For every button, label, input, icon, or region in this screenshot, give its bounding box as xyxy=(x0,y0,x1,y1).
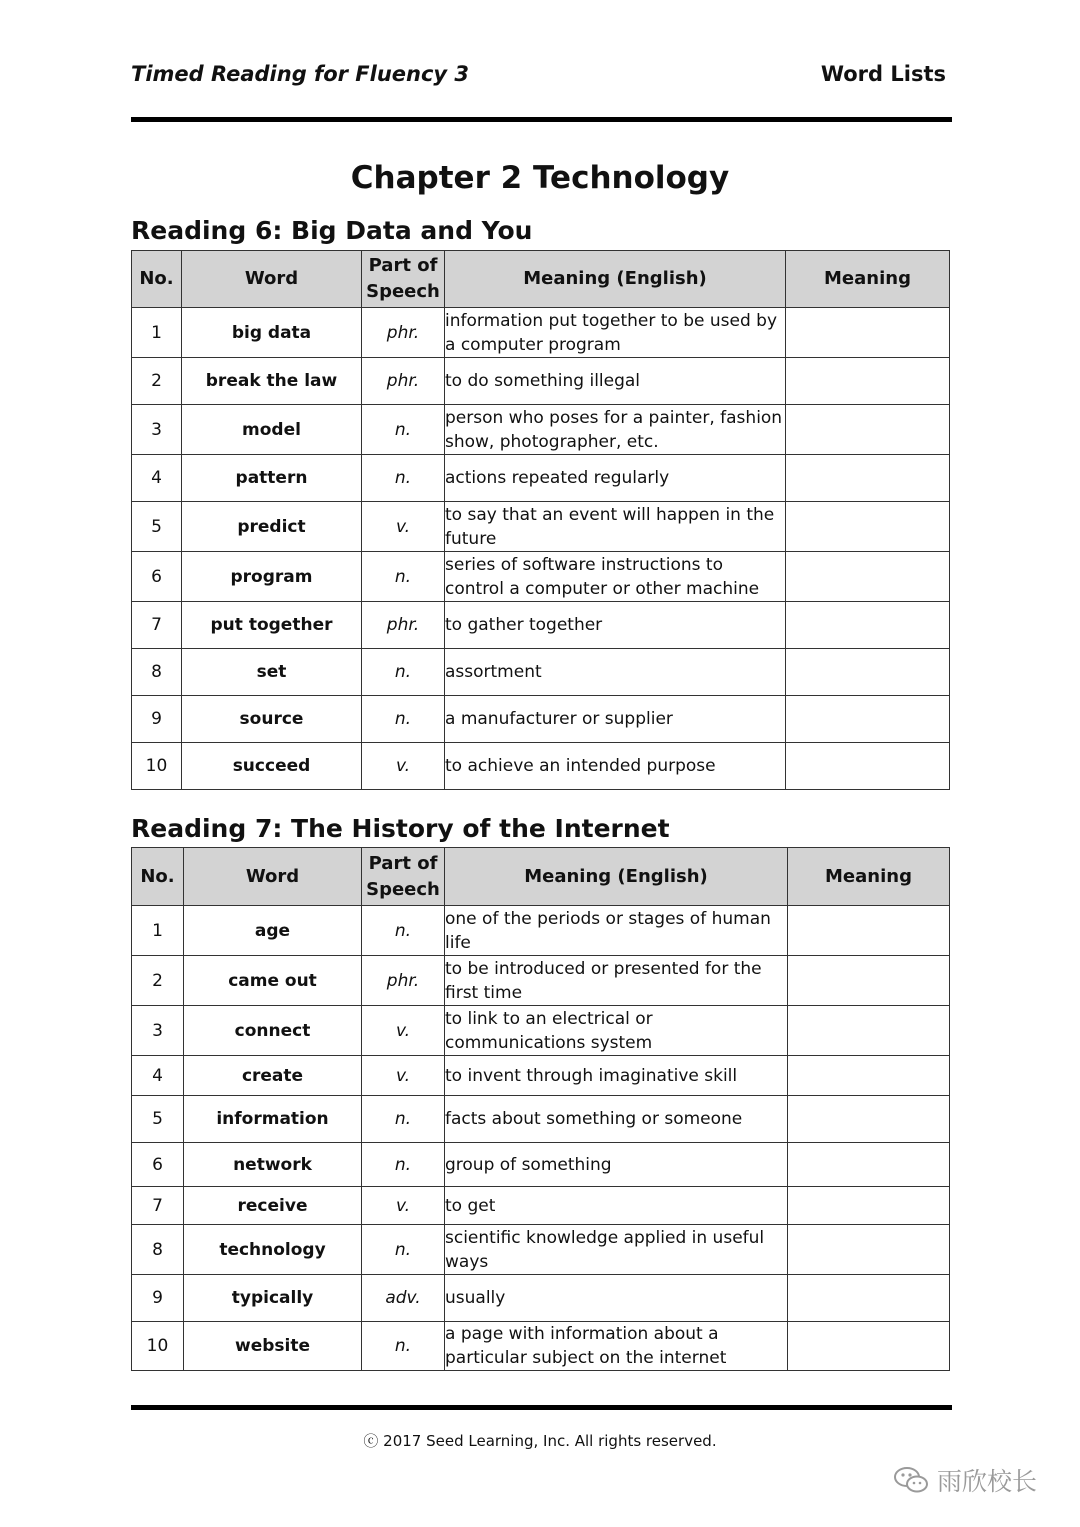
row-part-of-speech: n. xyxy=(362,649,445,696)
row-meaning-blank xyxy=(788,1143,950,1187)
row-number: 8 xyxy=(132,1225,184,1275)
book-title: Timed Reading for Fluency 3 xyxy=(131,62,470,86)
row-word: model xyxy=(182,405,362,455)
row-part-of-speech: phr. xyxy=(362,358,445,405)
col-meaning: Meaning xyxy=(788,848,950,906)
row-meaning-english: to gather together xyxy=(445,602,786,649)
reading-7-title: Reading 7: The History of the Internet xyxy=(131,814,670,843)
reading-6-table xyxy=(131,250,950,790)
row-word: program xyxy=(182,552,362,602)
row-part-of-speech: n. xyxy=(362,1225,445,1275)
col-no: No. xyxy=(132,848,184,906)
section-title: Word Lists xyxy=(820,62,946,86)
row-meaning-english: series of software instructions to control a computer or other machine xyxy=(445,552,786,602)
row-word: age xyxy=(184,906,362,956)
footer-rule xyxy=(131,1405,952,1410)
row-meaning-english: to get xyxy=(445,1187,788,1225)
table-row xyxy=(132,649,950,696)
col-pos: Part of Speech xyxy=(362,251,445,308)
row-meaning-blank xyxy=(788,1275,950,1322)
row-word: put together xyxy=(182,602,362,649)
row-part-of-speech: v. xyxy=(362,743,445,790)
row-word: website xyxy=(184,1322,362,1371)
row-word: information xyxy=(184,1096,362,1143)
watermark xyxy=(893,1460,1053,1500)
page-header xyxy=(131,62,946,94)
table-row xyxy=(132,696,950,743)
row-number: 5 xyxy=(132,1096,184,1143)
row-part-of-speech: n. xyxy=(362,405,445,455)
table-row xyxy=(132,1225,950,1275)
col-meaning: Meaning xyxy=(786,251,950,308)
row-word: set xyxy=(182,649,362,696)
col-no: No. xyxy=(132,251,182,308)
row-meaning-blank xyxy=(788,1187,950,1225)
row-part-of-speech: n. xyxy=(362,696,445,743)
row-meaning-english: actions repeated regularly xyxy=(445,455,786,502)
row-meaning-blank xyxy=(786,552,950,602)
row-meaning-english: a manufacturer or supplier xyxy=(445,696,786,743)
row-part-of-speech: adv. xyxy=(362,1275,445,1322)
row-number: 5 xyxy=(132,502,182,552)
row-meaning-blank xyxy=(788,956,950,1006)
row-number: 3 xyxy=(132,405,182,455)
row-number: 10 xyxy=(132,1322,184,1371)
row-number: 7 xyxy=(132,1187,184,1225)
table-row xyxy=(132,502,950,552)
row-part-of-speech: n. xyxy=(362,1096,445,1143)
row-meaning-blank xyxy=(788,1322,950,1371)
col-meaning-english: Meaning (English) xyxy=(445,848,788,906)
row-part-of-speech: v. xyxy=(362,1006,445,1056)
row-meaning-blank xyxy=(786,455,950,502)
table-row xyxy=(132,552,950,602)
row-meaning-english: information put together to be used by a computer program xyxy=(445,308,786,358)
table-header-row xyxy=(132,251,950,308)
row-part-of-speech: phr. xyxy=(362,602,445,649)
row-meaning-english: a page with information about a particular subject on the internet xyxy=(445,1322,788,1371)
table-row xyxy=(132,956,950,1006)
row-word: break the law xyxy=(182,358,362,405)
row-number: 8 xyxy=(132,649,182,696)
row-meaning-english: to do something illegal xyxy=(445,358,786,405)
row-meaning-blank xyxy=(788,906,950,956)
table-row xyxy=(132,405,950,455)
row-meaning-blank xyxy=(786,743,950,790)
row-meaning-english: one of the periods or stages of human life xyxy=(445,906,788,956)
table-row xyxy=(132,1143,950,1187)
table-row xyxy=(132,455,950,502)
row-word: receive xyxy=(184,1187,362,1225)
row-meaning-blank xyxy=(786,602,950,649)
row-meaning-blank xyxy=(786,696,950,743)
row-word: typically xyxy=(184,1275,362,1322)
col-word: Word xyxy=(184,848,362,906)
row-number: 2 xyxy=(132,956,184,1006)
row-meaning-blank xyxy=(788,1056,950,1096)
row-number: 3 xyxy=(132,1006,184,1056)
row-number: 10 xyxy=(132,743,182,790)
row-meaning-blank xyxy=(786,405,950,455)
row-part-of-speech: v. xyxy=(362,502,445,552)
row-part-of-speech: phr. xyxy=(362,308,445,358)
table-row xyxy=(132,1096,950,1143)
row-word: came out xyxy=(184,956,362,1006)
reading-6-title: Reading 6: Big Data and You xyxy=(131,216,533,245)
row-meaning-blank xyxy=(788,1006,950,1056)
col-meaning-english: Meaning (English) xyxy=(445,251,786,308)
col-word: Word xyxy=(182,251,362,308)
row-number: 9 xyxy=(132,1275,184,1322)
table-row xyxy=(132,743,950,790)
row-number: 7 xyxy=(132,602,182,649)
row-meaning-blank xyxy=(786,358,950,405)
row-part-of-speech: n. xyxy=(362,906,445,956)
row-part-of-speech: n. xyxy=(362,1143,445,1187)
reading-7-table xyxy=(131,847,950,1371)
row-word: pattern xyxy=(182,455,362,502)
row-part-of-speech: phr. xyxy=(362,956,445,1006)
row-meaning-blank xyxy=(788,1225,950,1275)
table-row xyxy=(132,1006,950,1056)
row-meaning-english: to link to an electrical or communications system xyxy=(445,1006,788,1056)
row-part-of-speech: n. xyxy=(362,1322,445,1371)
wechat-icon xyxy=(893,1465,929,1495)
table-row xyxy=(132,308,950,358)
row-number: 6 xyxy=(132,1143,184,1187)
row-number: 6 xyxy=(132,552,182,602)
row-number: 4 xyxy=(132,455,182,502)
row-meaning-english: to be introduced or presented for the first time xyxy=(445,956,788,1006)
table-row xyxy=(132,358,950,405)
col-pos: Part of Speech xyxy=(362,848,445,906)
row-part-of-speech: v. xyxy=(362,1056,445,1096)
row-meaning-english: group of something xyxy=(445,1143,788,1187)
row-part-of-speech: n. xyxy=(362,455,445,502)
row-number: 4 xyxy=(132,1056,184,1096)
row-word: network xyxy=(184,1143,362,1187)
row-meaning-english: to achieve an intended purpose xyxy=(445,743,786,790)
row-number: 1 xyxy=(132,906,184,956)
row-meaning-blank xyxy=(788,1096,950,1143)
table-row xyxy=(132,1187,950,1225)
chapter-title: Chapter 2 Technology xyxy=(350,160,730,196)
row-meaning-english: to invent through imaginative skill xyxy=(445,1056,788,1096)
copyright: ⓒ 2017 Seed Learning, Inc. All rights reserved. xyxy=(363,1432,717,1450)
table-row xyxy=(132,602,950,649)
row-meaning-blank xyxy=(786,649,950,696)
header-rule xyxy=(131,117,952,122)
row-word: create xyxy=(184,1056,362,1096)
row-meaning-blank xyxy=(786,308,950,358)
row-word: connect xyxy=(184,1006,362,1056)
row-meaning-english: usually xyxy=(445,1275,788,1322)
row-word: predict xyxy=(182,502,362,552)
table-row xyxy=(132,1322,950,1371)
row-word: technology xyxy=(184,1225,362,1275)
row-meaning-blank xyxy=(786,502,950,552)
row-word: source xyxy=(182,696,362,743)
row-number: 1 xyxy=(132,308,182,358)
row-part-of-speech: v. xyxy=(362,1187,445,1225)
row-number: 2 xyxy=(132,358,182,405)
row-number: 9 xyxy=(132,696,182,743)
row-meaning-english: to say that an event will happen in the future xyxy=(445,502,786,552)
row-part-of-speech: n. xyxy=(362,552,445,602)
row-meaning-english: person who poses for a painter, fashion show, photographer, etc. xyxy=(445,405,786,455)
table-header-row xyxy=(132,848,950,906)
watermark-text: 雨欣校长 xyxy=(937,1467,1038,1496)
row-meaning-english: scientific knowledge applied in useful ways xyxy=(445,1225,788,1275)
row-meaning-english: facts about something or someone xyxy=(445,1096,788,1143)
table-row xyxy=(132,1275,950,1322)
row-word: big data xyxy=(182,308,362,358)
row-word: succeed xyxy=(182,743,362,790)
table-row xyxy=(132,906,950,956)
row-meaning-english: assortment xyxy=(445,649,786,696)
table-row xyxy=(132,1056,950,1096)
